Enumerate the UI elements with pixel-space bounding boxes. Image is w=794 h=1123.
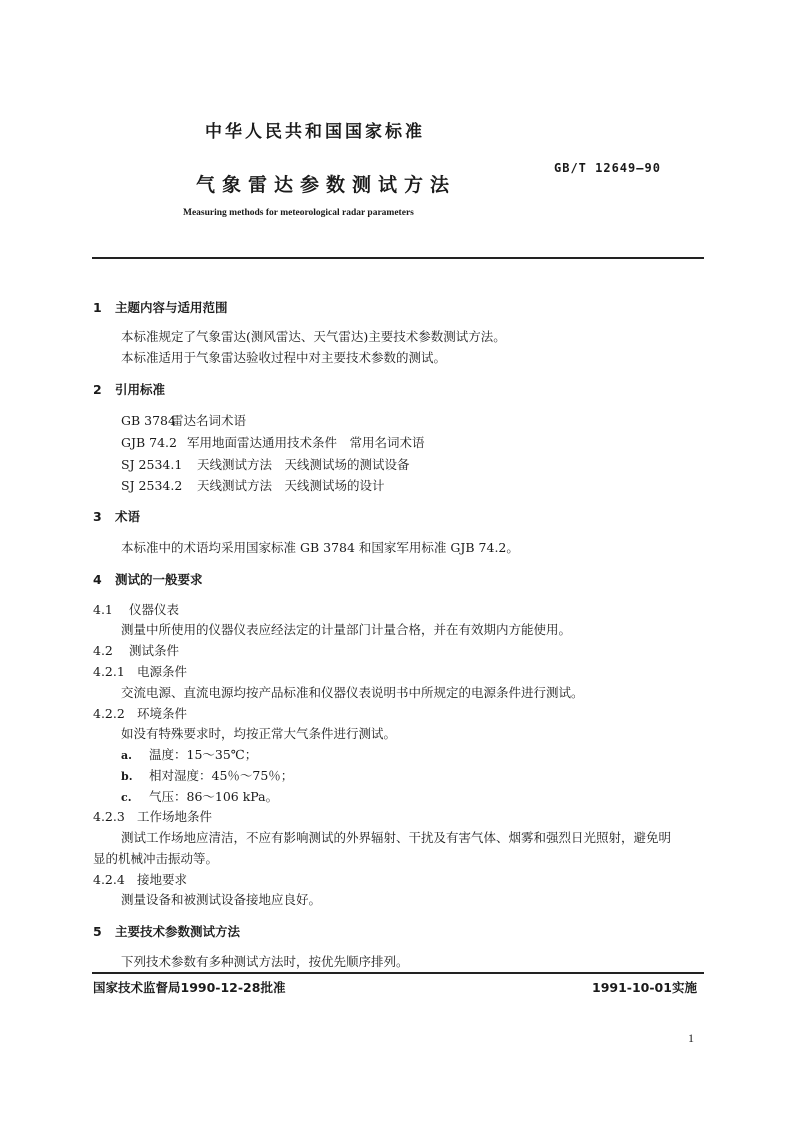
list-item: b. 相对湿度：45％～75％； (121, 768, 294, 783)
section-5-heading: 5 主要技术参数测试方法 (93, 924, 241, 939)
section-3-heading: 3 术语 (93, 509, 141, 524)
section-5-paragraph-1: 下列技术参数有多种测试方法时，按优先顺序排列。 (121, 954, 409, 969)
list-item: c. 气压：86～106 kPa。 (121, 789, 279, 804)
list-item: a. 温度：15～35℃； (121, 747, 258, 762)
national-standard-label: 中华人民共和国国家标准 (205, 122, 425, 142)
section-1-paragraph-2: 本标准适用于气象雷达验收过程中对主要技术参数的测试。 (121, 350, 447, 365)
subsection-4-1-heading: 4.1 仪器仪表 (93, 602, 180, 617)
subsection-4-2-3-paragraph-line-2: 显的机械冲击振动等。 (93, 851, 219, 866)
subsection-4-2-2-paragraph: 如没有特殊要求时，均按正常大气条件进行测试。 (121, 726, 397, 741)
reference-item: SJ 2534.1 天线测试方法 天线测试场的测试设备 (121, 457, 410, 472)
page-number: 1 (688, 1031, 694, 1045)
subsection-4-2-heading: 4.2 测试条件 (93, 643, 180, 658)
subsection-4-2-1-paragraph: 交流电源、直流电源均按产品标准和仪器仪表说明书中所规定的电源条件进行测试。 (121, 685, 584, 700)
subsection-4-2-4-paragraph: 测量设备和被测试设备接地应良好。 (121, 892, 322, 907)
subsection-4-2-2-heading: 4.2.2 环境条件 (93, 706, 188, 721)
reference-item: SJ 2534.2 天线测试方法 天线测试场的设计 (121, 478, 385, 493)
reference-item: GB 3784雷达名词术语 (121, 413, 247, 428)
document-title-cn: 气象雷达参数测试方法 (196, 174, 457, 196)
section-3-paragraph-1: 本标准中的术语均采用国家标准 GB 3784 和国家军用标准 GJB 74.2。 (121, 540, 519, 555)
header-divider (92, 257, 704, 259)
effective-date: 1991-10-01实施 (592, 980, 697, 995)
subsection-4-1-paragraph: 测量中所使用的仪器仪表应经法定的计量部门计量合格，并在有效期内方能使用。 (121, 622, 572, 637)
section-2-heading: 2 引用标准 (93, 382, 166, 397)
reference-item: GJB 74.2 军用地面雷达通用技术条件 常用名词术语 (121, 435, 425, 450)
section-1-heading: 1 主题内容与适用范围 (93, 300, 228, 315)
approval-date: 国家技术监督局1990-12-28批准 (93, 980, 286, 995)
document-title-en: Measuring methods for meteorological radar parameters (183, 208, 414, 218)
standard-code: GB/T 12649—90 (554, 161, 661, 175)
subsection-4-2-4-heading: 4.2.4 接地要求 (93, 872, 188, 887)
footer-divider (92, 972, 704, 974)
section-1-paragraph-1: 本标准规定了气象雷达(测风雷达、天气雷达)主要技术参数测试方法。 (121, 329, 506, 344)
subsection-4-2-3-heading: 4.2.3 工作场地条件 (93, 809, 213, 824)
subsection-4-2-1-heading: 4.2.1 电源条件 (93, 664, 188, 679)
subsection-4-2-3-paragraph-line-1: 测试工作场地应清洁，不应有影响测试的外界辐射、干扰及有害气体、烟雾和强烈日光照射，避免明 (121, 830, 672, 845)
section-4-heading: 4 测试的一般要求 (93, 572, 203, 587)
